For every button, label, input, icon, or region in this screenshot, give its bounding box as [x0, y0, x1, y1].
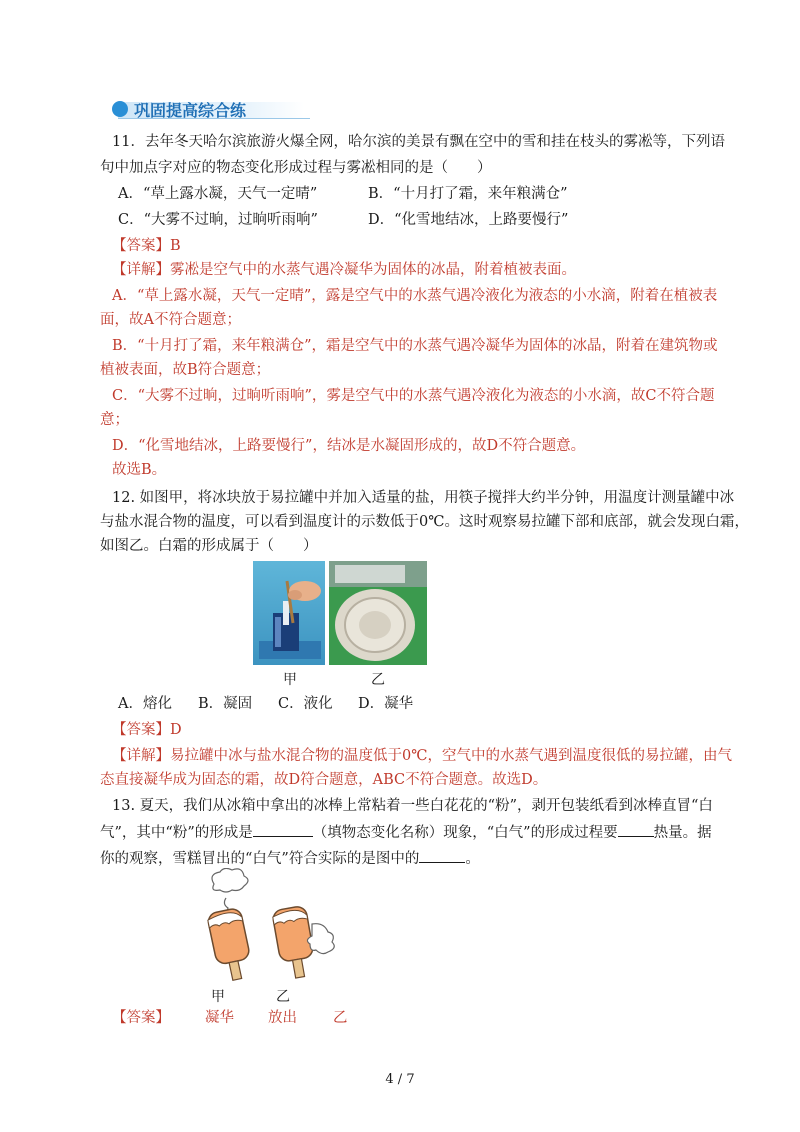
- q13-line2-part2: （填物态变化名称）现象，“白气”的形成过程要: [312, 825, 618, 841]
- answer-tag: 【答案】: [112, 238, 170, 254]
- q13-stem-line1: 13. 夏天，我们从冰箱中拿出的冰棒上常粘着一些白花花的“粉”，剥开包装纸看到冰棒直冒“白: [112, 798, 713, 814]
- q13-line2-part1: 气”，其中“粉”的形成是: [100, 825, 253, 841]
- bullet-circle-icon: [112, 101, 128, 117]
- q12-stem-line3: 如图乙。白霜的形成属于（ ）: [100, 538, 318, 554]
- q12-figure-jia-image: [253, 561, 325, 665]
- q11-option-a: A．“草上露水凝，天气一定晴”: [118, 186, 318, 202]
- q13-blank-2[interactable]: [618, 822, 654, 837]
- q13-popsicle-figure: [200, 868, 350, 984]
- q11-stem-line2: 句中加点字对应的物态变化形成过程与雾凇相同的是（ ）: [100, 160, 492, 176]
- detail-tag: 【详解】: [112, 262, 170, 278]
- q13-line3-part2: 。: [465, 851, 480, 867]
- q13-line3-part1: 你的观察，雪糕冒出的“白气”符合实际的是图中的: [100, 851, 420, 867]
- q11-option-b: B．“十月打了霜，来年粮满仓”: [368, 186, 568, 202]
- q12-figure-label-jia: 甲: [283, 672, 297, 688]
- q11-option-d: D．“化雪地结冰，上路要慢行”: [368, 212, 569, 228]
- q11-conclusion: 故选B。: [112, 462, 167, 478]
- q11-option-c: C．“大雾不过晌，过晌听雨响”: [118, 212, 318, 228]
- q13-figure-label-yi: 乙: [276, 989, 290, 1005]
- q11-detail-b2: 植被表面，故B符合题意；: [100, 362, 271, 378]
- q11-detail-a2: 面，故A不符合题意；: [100, 312, 241, 328]
- section-header: [112, 96, 312, 122]
- q12-option-d: D．凝华: [358, 696, 414, 712]
- q13-figure-label-jia: 甲: [211, 989, 225, 1005]
- q11-answer: [112, 236, 181, 256]
- q13-stem-line2: [100, 822, 712, 843]
- q13-line2-part3: 热量。据: [653, 825, 712, 841]
- q12-option-c: C．液化: [278, 696, 333, 712]
- q12-option-a: A．熔化: [118, 696, 172, 712]
- page-number: 4 / 7: [385, 1072, 415, 1087]
- q11-stem-line1: 11．去年冬天哈尔滨旅游火爆全网，哈尔滨的美景有飘在空中的雪和挂在枝头的雾凇等，下列语: [112, 134, 725, 150]
- q11-detail-c2: 意；: [100, 412, 129, 428]
- q13-blank-3[interactable]: [419, 848, 465, 863]
- q13-stem-line3: [100, 848, 480, 869]
- answer-tag: 【答案】: [112, 722, 170, 738]
- q12-option-b: B．凝固: [198, 696, 253, 712]
- q11-detail-text: 雾凇是空气中的水蒸气遇冷凝华为固体的冰晶，附着植被表面。: [170, 262, 576, 278]
- q12-detail-text: 易拉罐中冰与盐水混合物的温度低于0℃，空气中的水蒸气遇到温度很低的易拉罐，由气: [170, 748, 732, 764]
- q12-figure-label-yi: 乙: [371, 672, 385, 688]
- q11-detail-c1: C．“大雾不过晌，过晌听雨响”，雾是空气中的水蒸气遇冷液化为液态的小水滴，故C不符合题: [112, 388, 715, 404]
- q12-stem-line1: 12. 如图甲，将冰块放于易拉罐中并加入适量的盐，用筷子搅拌大约半分钟，用温度计测量罐中冰: [112, 490, 735, 506]
- q12-detail-line1: [112, 746, 732, 766]
- q13-answer-2: 放出: [268, 1010, 297, 1026]
- q12-detail-line2: 态直接凝华成为固态的霜，故D符合题意，ABC不符合题意。故选D。: [100, 772, 548, 788]
- section-title: 巩固提高综合练: [134, 101, 247, 120]
- q11-detail-d: D．“化雪地结冰，上路要慢行”，结冰是水凝固形成的，故D不符合题意。: [112, 438, 586, 454]
- q11-detail-intro: [112, 260, 576, 280]
- q11-detail-b1: B．“十月打了霜，来年粮满仓”，霜是空气中的水蒸气遇冷凝华为固体的冰晶，附着在建筑物或: [112, 338, 718, 354]
- q13-answer-1: 凝华: [205, 1010, 234, 1026]
- q13-blank-1[interactable]: [253, 822, 313, 837]
- q12-figure-yi-image: [329, 561, 427, 665]
- q11-detail-a1: A．“草上露水凝，天气一定晴”，露是空气中的水蒸气遇冷液化为液态的小水滴，附着在植被表: [112, 288, 718, 304]
- q12-stem-line2: 与盐水混合物的温度，可以看到温度计的示数低于0℃。这时观察易拉罐下部和底部，就会发现白霜，: [100, 514, 749, 530]
- detail-tag: 【详解】: [112, 748, 170, 764]
- q11-answer-value: B: [170, 238, 181, 254]
- q12-answer-value: D: [170, 722, 182, 738]
- q13-answer-tag: 【答案】: [112, 1010, 170, 1026]
- q12-answer: [112, 720, 182, 740]
- q13-answer-3: 乙: [333, 1010, 348, 1026]
